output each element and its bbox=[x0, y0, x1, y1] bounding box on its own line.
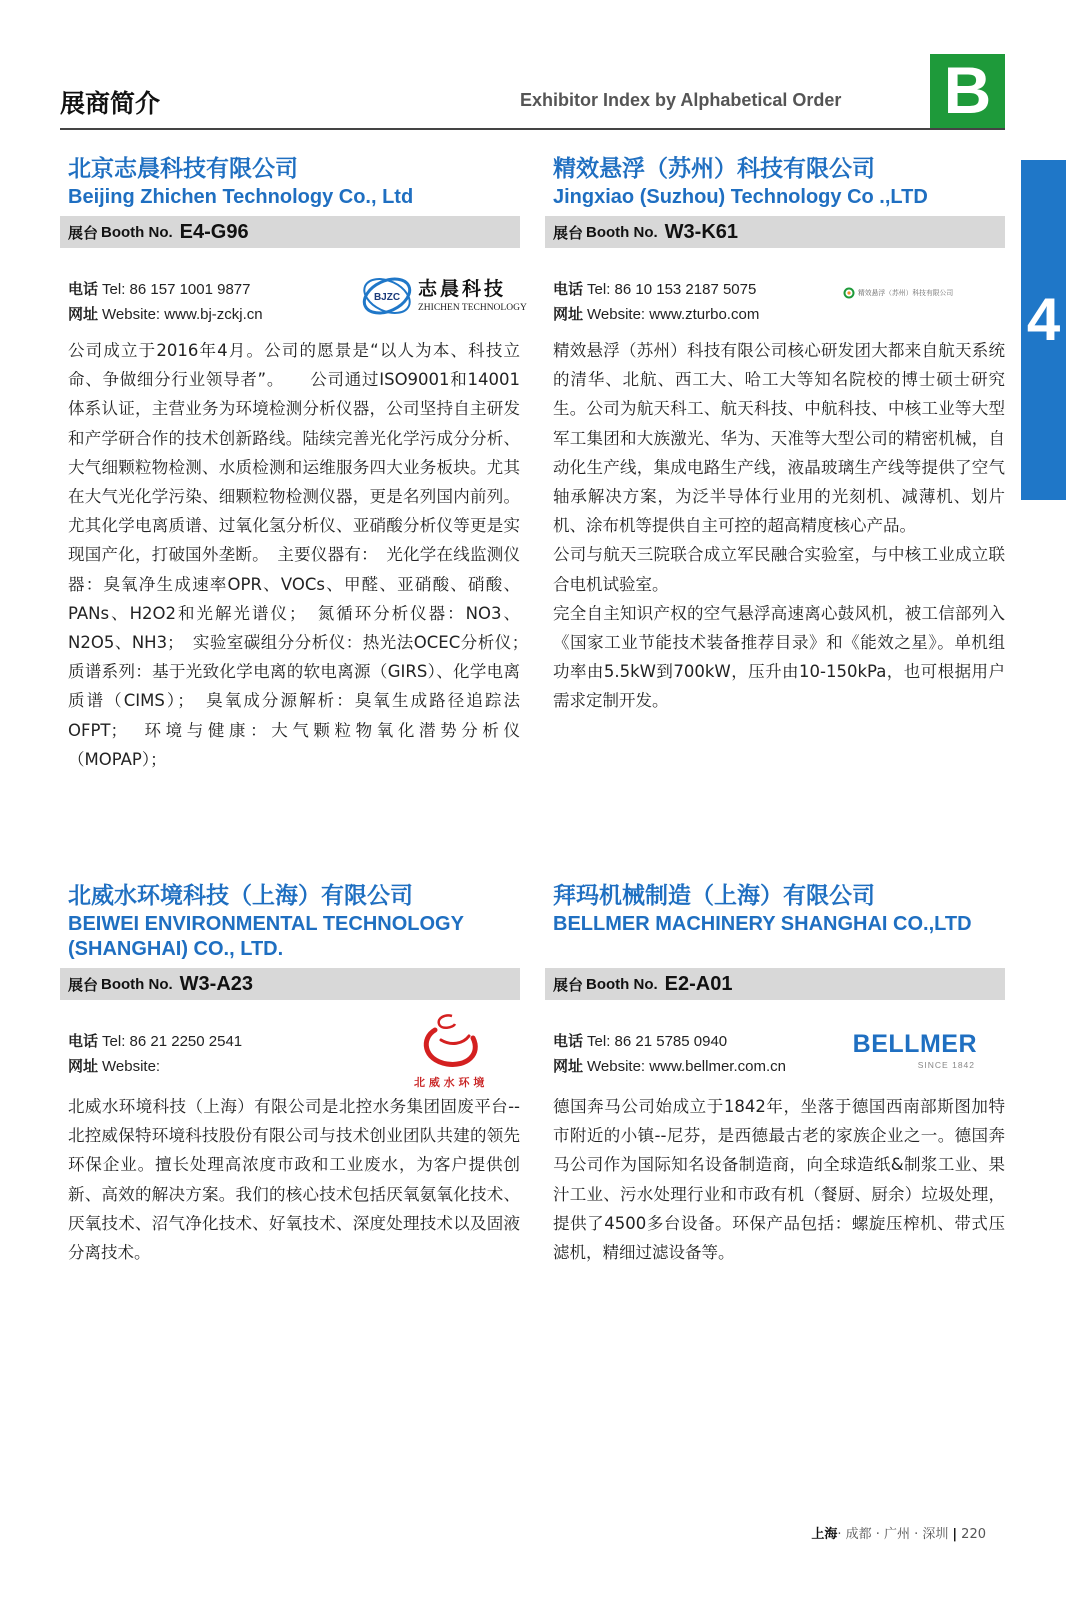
company-name-en: Jingxiao (Suzhou) Technology Co .,LTD bbox=[553, 186, 928, 208]
web-label-cn: 网址 bbox=[68, 305, 99, 323]
tel-value: 86 21 5785 0940 bbox=[614, 1033, 728, 1050]
booth-bar bbox=[545, 968, 1005, 1000]
booth-label-cn: 展台 bbox=[68, 224, 99, 242]
tel-value: 86 21 2250 2541 bbox=[129, 1033, 243, 1050]
zhichen-logo-initials: BJZC bbox=[373, 292, 401, 303]
page-footer bbox=[811, 1523, 986, 1542]
tel-label-cn: 电话 bbox=[68, 280, 99, 298]
website-link[interactable]: www.zturbo.com bbox=[649, 306, 760, 323]
company-description: 德国奔马公司始成立于1842年，坐落于德国西南部斯图加特市附近的小镇--尼芬，是西德最古老的家族企业之一。德国奔马公司作为国际知名设备制造商，向全球造纸&制浆工业、果汁工业、污水处理行业和市政有机（餐厨、厨余）垃圾处理，提供了4500多台设备。环保产品包括：螺旋压榨机、带式压滤机，精细过滤设备等。 bbox=[553, 1097, 1005, 1263]
jingxiao-logo-mark-icon bbox=[843, 287, 855, 299]
booth-number: E4-G96 bbox=[179, 220, 249, 243]
tel-label-en: Tel: bbox=[102, 1033, 126, 1050]
tel-value: 86 157 1001 9877 bbox=[129, 281, 251, 298]
zhichen-logo bbox=[360, 272, 527, 320]
tel-line bbox=[68, 1030, 242, 1051]
bellmer-logo-text: BELLMER bbox=[852, 1030, 977, 1058]
exhibitor-card bbox=[60, 153, 537, 774]
footer-city-main: 上海 bbox=[811, 1527, 838, 1542]
zhichen-logo-text: 志晨科技 bbox=[418, 278, 507, 300]
booth-bar bbox=[60, 968, 520, 1000]
tel-label-cn: 电话 bbox=[68, 1032, 99, 1050]
zhichen-logo-mark-icon bbox=[360, 272, 420, 320]
jingxiao-logo-text: 精效悬浮（苏州）科技有限公司 bbox=[858, 289, 954, 297]
contact-block bbox=[60, 248, 527, 336]
beiwei-logo-text: 北 威 水 环 境 bbox=[414, 1076, 485, 1089]
tel-line bbox=[553, 278, 756, 299]
company-name-en: Beijing Zhichen Technology Co., Ltd bbox=[68, 186, 414, 208]
booth-number: W3-A23 bbox=[179, 972, 254, 995]
exhibitor-card bbox=[545, 153, 1005, 716]
beiwei-logo-mark-icon bbox=[407, 1012, 497, 1074]
booth-label-en: Booth No. bbox=[101, 975, 173, 993]
tel-line bbox=[68, 278, 250, 299]
page-subtitle: Exhibitor Index by Alphabetical Order bbox=[520, 90, 842, 110]
booth-number: E2-A01 bbox=[664, 972, 733, 995]
company-description: 北威水环境科技（上海）有限公司是北控水务集团固废平台--北控威保特环境科技股份有限公司与技术创业团队共建的领先环保企业。擅长处理高浓度市政和工业废水，为客户提供创新、高效的解决方案。我们的核心技术包括厌氧氨氧化技术、厌氧技术、沼气净化技术、好氧技术、深度处理技术以及固液分离技术。 bbox=[68, 1097, 520, 1263]
company-name-cn: 北威水环境科技（上海）有限公司 bbox=[68, 883, 413, 909]
side-chapter-tab bbox=[1021, 160, 1066, 500]
company-description: 公司成立于2016年4月。公司的愿景是“以人为本、科技立命、争做细分行业领导者”。 公司通过ISO9001和14001体系认证，主营业务为环境检测分析仪器，公司坚持自主研发和产学研合作的技术创新路线。陆续完善光化学污成分分析、大气细颗粒物检测、水质检测和运维服务四大业务板块。尤其在大气光化学污染、细颗粒物检测仪器，更是名列国内前列。尤其化学电离质谱、过氧化氢分析仪、亚硝酸分析仪等更是实现国产化，打破国外垄断。 主要仪器有： 光化学在线监测仪器：臭氧净生成速率OPR、VOCs、甲醛、亚硝酸、硝酸、PANs、H2O2和光解光谱仪； 氮循环分析仪器：NO3、N2O5、NH3； 实验室碳组分分析仪：热光法OCEC分析仪； 质谱系列：基于光致化学电离的软电离源（GIRS）、化学电离质谱（CIMS）； 臭氧成分源解析：臭氧生成路径追踪法OFPT； 环境与健康：大气颗粒物氧化潜势分析仪（MOPAP）； bbox=[68, 341, 537, 769]
section-letter-badge: B bbox=[930, 54, 1005, 129]
booth-label-cn: 展台 bbox=[553, 976, 584, 994]
web-label-cn: 网址 bbox=[553, 305, 584, 323]
booth-bar bbox=[60, 216, 520, 248]
tel-label-cn: 电话 bbox=[553, 1032, 584, 1050]
bellmer-logo bbox=[845, 1030, 977, 1070]
tel-label-en: Tel: bbox=[587, 281, 611, 298]
booth-bar bbox=[545, 216, 1005, 248]
company-name-cn: 拜玛机械制造（上海）有限公司 bbox=[553, 883, 875, 909]
header-divider bbox=[60, 128, 1005, 130]
page-title: 展商简介 bbox=[60, 89, 161, 118]
website-line bbox=[68, 303, 263, 324]
contact-block bbox=[545, 1000, 1005, 1092]
tel-label-en: Tel: bbox=[102, 281, 126, 298]
tel-label-cn: 电话 bbox=[553, 280, 584, 298]
beiwei-logo bbox=[402, 1012, 502, 1088]
web-label-en: Website: bbox=[587, 306, 646, 323]
footer-cities-other: · 成都 · 广州 · 深圳 bbox=[837, 1527, 949, 1542]
chapter-number: 4 bbox=[1026, 286, 1061, 353]
footer-separator: | bbox=[952, 1527, 958, 1542]
booth-label-cn: 展台 bbox=[553, 224, 584, 242]
company-description: 精效悬浮（苏州）科技有限公司核心研发团大都来自航天系统的清华、北航、西工大、哈工大等知名院校的博士硕士研究生。公司为航天科工、航天科技、中航科技、中核工业等大型军工集团和大族激光、华为、天准等大型公司的精密机械，自动化生产线，集成电路生产线，液晶玻璃生产线等提供了空气轴承解决方案，为泛半导体行业用的光刻机、减薄机、划片机、涂布机等提供自主可控的超高精度核心产品。 公司与航天三院联合成立军民融合实验室，与中核工业成立联合电机试验室。 完全自主知识产权的空气悬浮高速离心鼓风机，被工信部列入《国家工业节能技术装备推荐目录》和《能效之星》。单机组功率由5.5kW到700kW，压升由10-150kPa，也可根据用户需求定制开发。 bbox=[553, 341, 1005, 711]
exhibitor-card bbox=[545, 880, 1005, 1267]
website-link[interactable]: www.bj-zckj.cn bbox=[164, 306, 263, 323]
contact-block bbox=[545, 248, 1005, 336]
website-line bbox=[68, 1055, 160, 1076]
web-label-cn: 网址 bbox=[553, 1057, 584, 1075]
website-line bbox=[553, 303, 759, 324]
contact-block bbox=[60, 1000, 520, 1092]
company-name-cn: 北京志晨科技有限公司 bbox=[68, 156, 298, 182]
exhibitor-card bbox=[60, 880, 520, 1267]
company-name-en: BELLMER MACHINERY SHANGHAI CO.,LTD bbox=[553, 913, 972, 935]
jingxiao-logo bbox=[843, 286, 983, 300]
website-link[interactable]: www.bellmer.com.cn bbox=[649, 1058, 786, 1075]
company-name-en: BEIWEI ENVIRONMENTAL TECHNOLOGY (SHANGHAI) CO., LTD. bbox=[68, 913, 464, 960]
web-label-en: Website: bbox=[102, 1058, 161, 1075]
booth-label-cn: 展台 bbox=[68, 976, 99, 994]
tel-value: 86 10 153 2187 5075 bbox=[614, 281, 757, 298]
web-label-cn: 网址 bbox=[68, 1057, 99, 1075]
booth-label-en: Booth No. bbox=[586, 975, 658, 993]
web-label-en: Website: bbox=[102, 306, 161, 323]
bellmer-logo-subtext: SINCE 1842 bbox=[917, 1060, 975, 1070]
booth-label-en: Booth No. bbox=[586, 223, 658, 241]
web-label-en: Website: bbox=[587, 1058, 646, 1075]
tel-line bbox=[553, 1030, 727, 1051]
zhichen-logo-subtext: ZHICHEN TECHNOLOGY bbox=[418, 303, 527, 313]
booth-number: W3-K61 bbox=[664, 220, 739, 243]
booth-label-en: Booth No. bbox=[101, 223, 173, 241]
website-line bbox=[553, 1055, 786, 1076]
company-name-cn: 精效悬浮（苏州）科技有限公司 bbox=[553, 156, 875, 182]
page-number: 220 bbox=[961, 1527, 986, 1542]
tel-label-en: Tel: bbox=[587, 1033, 611, 1050]
